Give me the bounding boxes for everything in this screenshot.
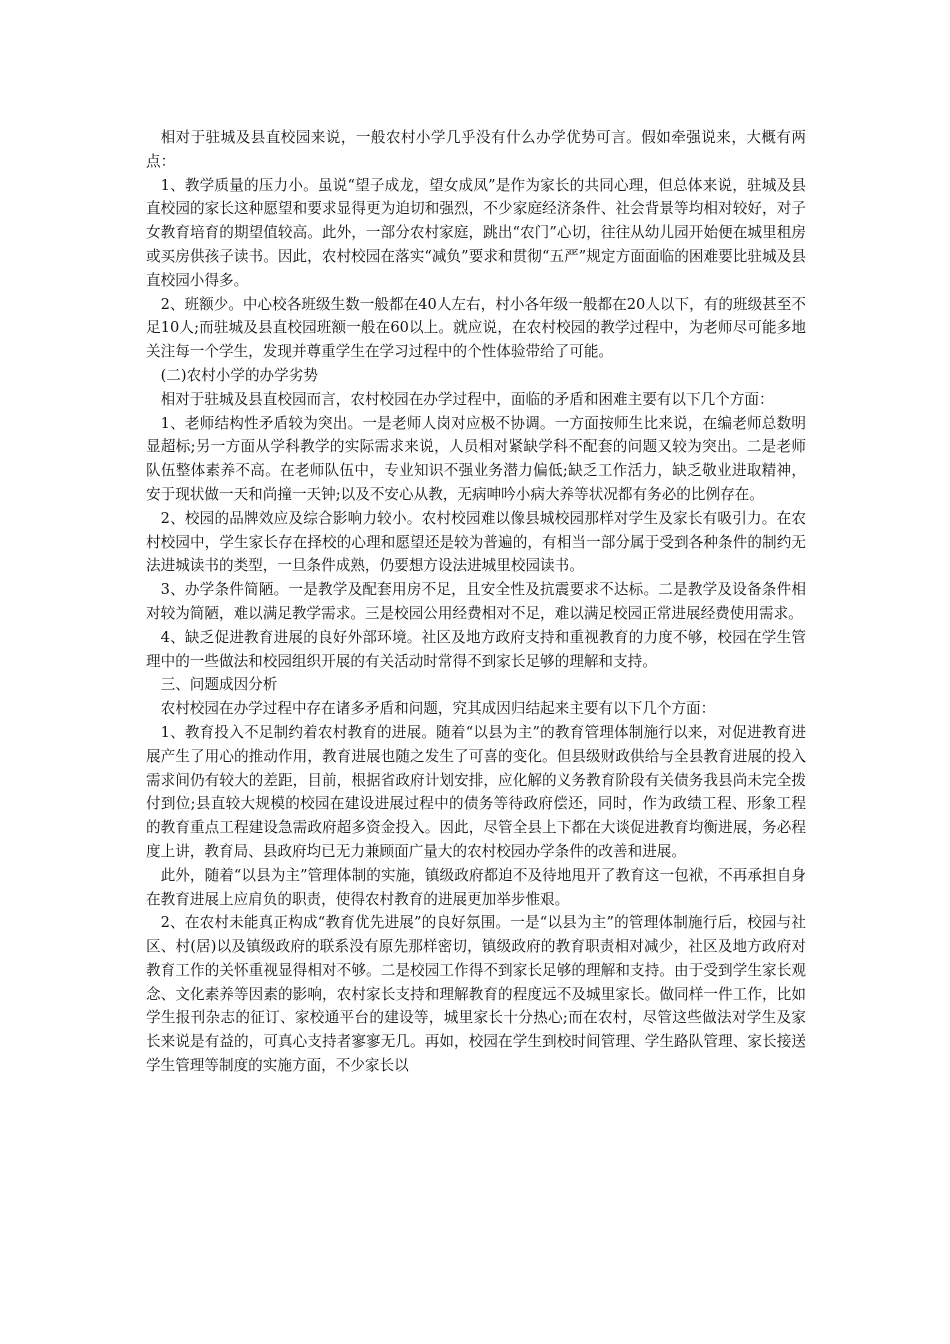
paragraph: 3、办学条件简陋。一是教学及配套用房不足，且安全性及抗震要求不达标。二是教学及设备条件相对较为简陋，难以满足教学需求。三是校园公用经费相对不足，难以满足校园正常进展经费使用需求。 — [146, 581, 806, 622]
paragraph: 4、缺乏促进教育进展的良好外部环境。社区及地方政府支持和重视教育的力度不够，校园在学生管理中的一些做法和校园组织开展的有关活动时常得不到家长足够的理解和支持。 — [146, 628, 806, 670]
paragraph: 2、校园的品牌效应及综合影响力较小。农村校园难以像县城校园那样对学生及家长有吸引力。在农村校园中，学生家长存在择校的心理和愿望还是较为普遍的，有相当一部分属于受到各种条件的制约无法进城读书的类型，一旦条件成熟，仍要想方设法进城里校园读书。 — [146, 509, 806, 575]
paragraph: 相对于驻城及县直校园而言，农村校园在办学过程中，面临的矛盾和困难主要有以下几个方面： — [160, 390, 774, 408]
paragraph: 1、教育投入不足制约着农村教育的进展。随着“以县为主”的教育管理体制施行以来，对促进教育进展产生了用心的推动作用，教育进展也随之发生了可喜的变化。但县级财政供给与全县教育进展的投入需求间仍有较大的差距，目前，根据省政府计划安排，应化解的义务教育阶段有关债务我县尚未完全拨付到位;县直较大规模的校园在建设进展过程中的债务等待政府偿还，同时，作为政绩工程、形象工程的教育重点工程建设急需政府超多资金投入。因此，尽管全县上下都在大谈促进教育均衡进展，务必程度上讲，教育局、县政府均已无力兼顾面广量大的农村校园办学条件的改善和进展。 — [146, 723, 806, 860]
paragraph: 2、在农村未能真正构成“教育优先进展”的良好氛围。一是“以县为主”的管理体制施行后，校园与社区、村(居)以及镇级政府的联系没有原先那样密切，镇级政府的教育职责相对减少，社区及地方政府对教育工作的关怀重视显得相对不够。二是校园工作得不到家长足够的理解和支持。由于受到学生家长观念、文化素养等因素的影响，农村家长支持和理解教育的程度远不及城里家长。做同样一件工作，比如学生报刊杂志的征订、家校通平台的建设等，城里家长十分热心;而在农村，尽管这些做法对学生及家长来说是有益的，可真心支持者寥寥无几。再如，校园在学生到校时间管理、学生路队管理、家长接送学生管理等制度的实施方面，不少家长以 — [146, 914, 806, 1075]
paragraph: 1、教学质量的压力小。虽说“望子成龙，望女成凤”是作为家长的共同心理，但总体来说，驻城及县直校园的家长这种愿望和要求显得更为迫切和强烈，不少家庭经济条件、社会背景等均相对较好，对子女教育培育的期望值较高。此外，一部分农村家庭，跳出“农门”心切，往往从幼儿园开始便在城里租房或买房供孩子读书。因此，农村校园在落实“减负”要求和贯彻“五严”规定方面面临的困难要比驻城及县直校园小得多。 — [146, 176, 806, 289]
section-heading: (二)农村小学的办学劣势 — [160, 366, 318, 384]
paragraph: 2、班额少。中心校各班级生数一般都在40人左右，村小各年级一般都在20人以下，有的班级甚至不足10人;而驻城及县直校园班额一般在60以上。就应说，在农村校园的教学过程中，为老师尽可能多地关注每一个学生，发现并尊重学生在学习过程中的个性体验带给了可能。 — [146, 295, 806, 361]
document-body — [146, 126, 806, 1078]
paragraph: 农村校园在办学过程中存在诸多矛盾和问题，究其成因归结起来主要有以下几个方面： — [160, 700, 716, 718]
paragraph: 相对于驻城及县直校园来说，一般农村小学几乎没有什么办学优势可言。假如牵强说来，大概有两点： — [146, 129, 806, 170]
section-heading: 三、问题成因分析 — [160, 676, 278, 694]
paragraph: 1、老师结构性矛盾较为突出。一是老师人岗对应极不协调。一方面按师生比来说，在编老师总数明显超标;另一方面从学科教学的实际需求来说，人员相对紧缺学科不配套的问题又较为突出。二是老师队伍整体素养不高。在老师队伍中，专业知识不强业务潜力偏低;缺乏工作活力，缺乏敬业进取精神，安于现状做一天和尚撞一天钟;以及不安心从教，无病呻吟小病大养等状况都有务必的比例存在。 — [146, 414, 806, 503]
paragraph: 此外，随着“以县为主”管理体制的实施，镇级政府都迫不及待地甩开了教育这一包袱，不再承担自身在教育进展上应肩负的职责，使得农村教育的进展更加举步惟艰。 — [146, 866, 806, 908]
